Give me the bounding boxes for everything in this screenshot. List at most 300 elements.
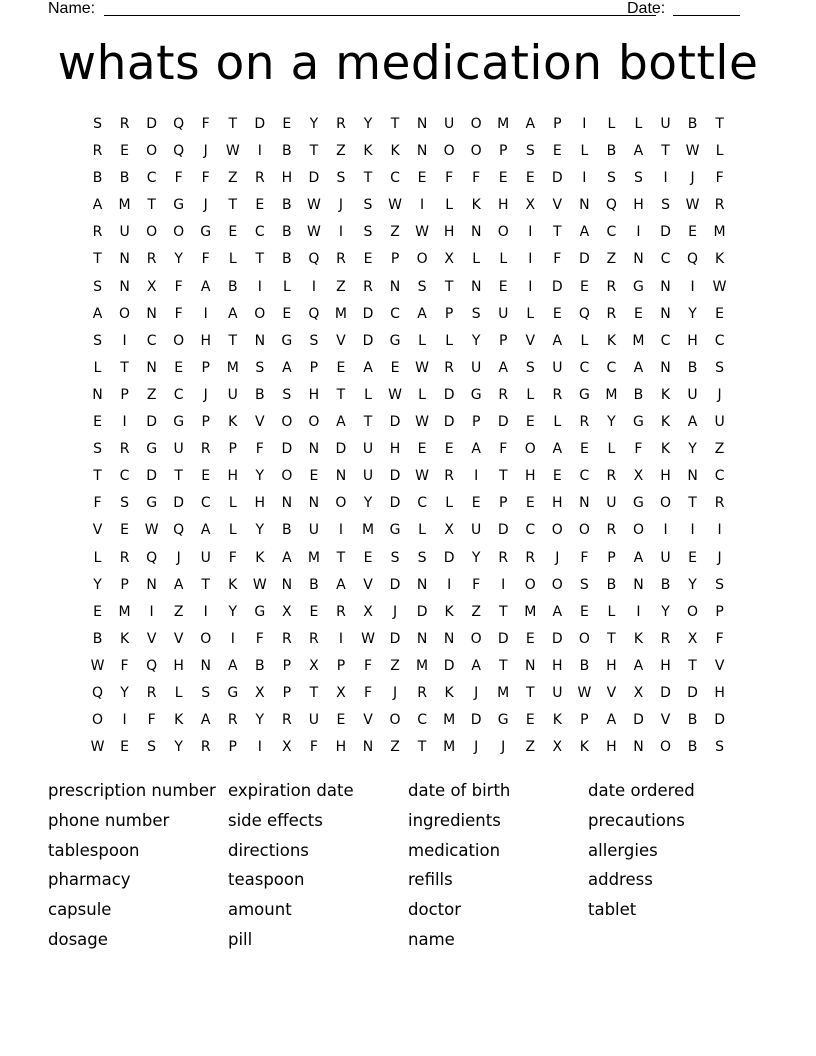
grid-letter: T	[174, 468, 183, 485]
grid-letter: S	[417, 549, 427, 566]
grid-letter: A	[92, 305, 103, 322]
grid-letter: W	[577, 684, 592, 701]
grid-letter: Z	[390, 224, 400, 241]
grid-letter: Q	[173, 116, 185, 132]
grid-letter: D	[389, 576, 401, 593]
grid-letter: O	[470, 116, 482, 132]
grid-letter: I	[528, 224, 533, 241]
grid-letter: V	[92, 522, 103, 539]
word-list-item: tablet	[588, 900, 637, 920]
grid-letter: H	[389, 441, 401, 458]
grid-letter: O	[281, 468, 293, 485]
grid-letter: H	[660, 468, 671, 485]
grid-letter: N	[146, 359, 157, 376]
grid-letter: U	[660, 549, 671, 566]
word-list-item: prescription number	[48, 781, 216, 800]
grid-letter: F	[715, 170, 724, 187]
grid-letter: N	[660, 305, 671, 322]
grid-letter: I	[636, 224, 641, 241]
word-list-item: precautions	[588, 810, 685, 830]
grid-letter: R	[200, 739, 211, 756]
grid-letter: B	[687, 739, 698, 756]
grid-letter: A	[606, 712, 617, 729]
grid-letter: K	[228, 414, 238, 431]
grid-letter: T	[607, 630, 616, 647]
grid-letter: O	[92, 712, 104, 729]
grid-letter: E	[634, 305, 643, 322]
grid-letter: F	[255, 441, 264, 458]
grid-letter: X	[146, 278, 157, 295]
grid-letter: Q	[173, 143, 185, 160]
grid-letter: X	[309, 657, 319, 674]
grid-letter: A	[552, 441, 563, 458]
grid-letter: P	[201, 414, 210, 431]
grid-letter: Y	[309, 116, 319, 132]
grid-letter: C	[417, 712, 427, 729]
grid-letter: W	[306, 224, 321, 241]
grid-letter: X	[282, 603, 292, 620]
grid-letter: E	[688, 549, 697, 566]
grid-letter: T	[147, 197, 156, 214]
grid-letter: C	[417, 495, 427, 512]
grid-letter: X	[363, 603, 373, 620]
grid-letter: G	[227, 684, 239, 701]
grid-letter: D	[551, 170, 563, 187]
grid-letter: G	[389, 332, 401, 349]
grid-letter: Z	[471, 603, 481, 620]
grid-letter: F	[201, 251, 210, 268]
grid-letter: F	[309, 739, 318, 756]
grid-letter: X	[282, 739, 292, 756]
grid-letter: U	[552, 359, 563, 376]
grid-letter: K	[660, 386, 671, 403]
grid-letter: L	[228, 522, 237, 539]
grid-letter: W	[712, 278, 727, 295]
grid-letter: N	[254, 332, 266, 349]
grid-letter: E	[498, 278, 508, 295]
grid-letter: T	[336, 386, 346, 403]
grid-letter: O	[416, 251, 428, 268]
grid-letter: N	[525, 657, 536, 674]
grid-letter: N	[687, 468, 698, 485]
grid-letter: A	[336, 414, 346, 431]
grid-letter: B	[660, 576, 671, 593]
grid-letter: Y	[174, 739, 183, 756]
grid-letter: O	[281, 414, 293, 431]
grid-letter: N	[146, 576, 157, 593]
grid-letter: U	[498, 305, 509, 322]
grid-letter: F	[472, 170, 481, 187]
grid-letter: K	[633, 630, 644, 647]
grid-letter: B	[606, 143, 617, 160]
grid-letter: C	[254, 224, 265, 241]
grid-letter: U	[308, 522, 320, 539]
grid-letter: A	[417, 305, 427, 322]
grid-letter: T	[336, 549, 346, 566]
grid-letter: D	[497, 522, 509, 539]
grid-letter: Q	[308, 305, 320, 322]
grid-letter: E	[336, 712, 346, 729]
grid-letter: C	[660, 332, 671, 349]
grid-letter: I	[582, 116, 587, 132]
grid-letter: O	[443, 143, 455, 160]
grid-letter: I	[338, 522, 344, 539]
grid-letter: S	[390, 549, 400, 566]
name-label: Name:	[48, 0, 96, 17]
grid-letter: Y	[688, 441, 697, 458]
word-list-item: refills	[408, 870, 453, 890]
grid-letter: R	[498, 386, 509, 403]
grid-letter: D	[362, 305, 374, 322]
grid-letter: T	[93, 251, 102, 268]
grid-letter: R	[281, 712, 292, 729]
grid-letter: R	[714, 495, 725, 512]
grid-letter: L	[607, 603, 616, 620]
grid-letter: B	[282, 251, 292, 268]
grid-letter: E	[552, 305, 562, 322]
grid-letter: A	[552, 603, 563, 620]
grid-letter: D	[497, 414, 509, 431]
grid-letter: Y	[255, 468, 265, 485]
grid-letter: Z	[336, 143, 346, 160]
grid-letter: M	[361, 522, 375, 539]
grid-letter: Z	[390, 657, 400, 674]
grid-letter: D	[578, 251, 590, 268]
grid-letter: R	[336, 251, 346, 268]
grid-letter: B	[579, 657, 590, 674]
grid-letter: I	[122, 332, 127, 349]
word-list-item: date ordered	[588, 781, 695, 800]
grid-letter: N	[119, 251, 130, 268]
grid-letter: Y	[471, 332, 481, 349]
grid-letter: N	[633, 251, 644, 268]
grid-letter: K	[174, 712, 184, 729]
grid-letter: E	[552, 468, 562, 485]
grid-letter: D	[443, 414, 455, 431]
grid-letter: I	[257, 278, 262, 295]
grid-letter: M	[416, 657, 429, 674]
grid-letter: R	[417, 684, 427, 701]
grid-letter: H	[525, 468, 536, 485]
grid-letter: R	[146, 251, 157, 268]
grid-letter: V	[146, 630, 157, 647]
grid-letter: M	[632, 332, 645, 349]
grid-letter: O	[146, 224, 158, 241]
grid-letter: P	[444, 305, 454, 322]
grid-letter: S	[282, 386, 292, 403]
grid-letter: D	[443, 386, 455, 403]
grid-letter: A	[200, 278, 211, 295]
grid-letter: X	[552, 739, 563, 756]
grid-letter: E	[525, 414, 535, 431]
grid-letter: L	[445, 495, 454, 512]
grid-letter: I	[203, 305, 208, 322]
grid-letter: B	[92, 630, 103, 647]
grid-letter: G	[497, 712, 509, 729]
word-list-item: amount	[228, 900, 292, 920]
grid-letter: D	[146, 468, 157, 485]
grid-letter: D	[443, 549, 455, 566]
grid-letter: U	[471, 522, 482, 539]
grid-letter: F	[120, 657, 129, 674]
grid-letter: C	[146, 170, 157, 187]
grid-letter: E	[525, 712, 535, 729]
grid-letter: G	[470, 386, 482, 403]
grid-letter: W	[415, 468, 429, 485]
grid-letter: L	[553, 414, 562, 431]
grid-letter: F	[445, 170, 454, 187]
grid-letter: Y	[661, 603, 670, 620]
grid-letter: M	[605, 386, 618, 403]
grid-letter: Q	[308, 251, 320, 268]
word-list-item: phone number	[48, 810, 170, 830]
grid-letter: U	[173, 441, 184, 458]
word-list-item: teaspoon	[228, 870, 305, 890]
grid-letter: H	[254, 495, 266, 512]
word-list-item: ingredients	[408, 810, 501, 830]
grid-letter: O	[659, 739, 672, 756]
grid-letter: F	[634, 441, 643, 458]
grid-letter: D	[254, 116, 266, 132]
grid-letter: A	[471, 657, 481, 674]
grid-letter: E	[363, 549, 373, 566]
grid-letter: F	[580, 549, 589, 566]
grid-letter: H	[714, 684, 725, 701]
grid-letter: W	[415, 224, 429, 241]
grid-letter: R	[119, 549, 130, 566]
grid-letter: W	[361, 630, 375, 647]
grid-letter: L	[282, 278, 291, 295]
grid-letter: I	[663, 522, 668, 539]
grid-letter: E	[120, 143, 129, 160]
grid-letter: E	[309, 603, 319, 620]
grid-letter: F	[553, 251, 562, 268]
grid-letter: A	[687, 414, 698, 431]
grid-letter: R	[281, 630, 292, 647]
word-list-item: allergies	[588, 840, 658, 860]
word-list-item: pharmacy	[48, 870, 131, 890]
grid-letter: T	[525, 684, 535, 701]
grid-letter: Q	[173, 522, 185, 539]
grid-letter: A	[633, 549, 644, 566]
grid-letter: E	[525, 630, 535, 647]
grid-letter: N	[416, 630, 428, 647]
grid-letter: W	[252, 576, 267, 593]
grid-letter: G	[200, 224, 212, 241]
grid-letter: I	[636, 603, 641, 620]
grid-letter: J	[203, 197, 208, 214]
grid-letter: O	[470, 630, 482, 647]
grid-letter: K	[606, 332, 616, 349]
grid-letter: N	[416, 143, 428, 160]
grid-letter: Y	[174, 251, 183, 268]
grid-letter: Q	[146, 549, 158, 566]
grid-letter: T	[390, 116, 400, 132]
grid-letter: D	[281, 441, 293, 458]
grid-letter: I	[420, 197, 425, 214]
grid-letter: O	[389, 712, 401, 729]
grid-letter: L	[580, 143, 589, 160]
grid-letter: I	[122, 414, 127, 431]
grid-letter: K	[444, 684, 454, 701]
grid-letter: I	[528, 251, 533, 268]
date-blank-line	[673, 15, 740, 16]
grid-letter: O	[524, 576, 536, 593]
grid-letter: G	[281, 332, 293, 349]
grid-letter: D	[308, 170, 320, 187]
grid-letter: Q	[687, 251, 699, 268]
grid-letter: C	[390, 305, 400, 322]
grid-letter: H	[552, 657, 563, 674]
grid-letter: U	[119, 224, 130, 241]
grid-letter: I	[474, 468, 479, 485]
grid-letter: I	[122, 712, 127, 729]
grid-letter: W	[415, 359, 429, 376]
grid-letter: T	[661, 143, 670, 160]
grid-letter: Z	[714, 441, 725, 458]
grid-letter: P	[309, 359, 319, 376]
grid-letter: A	[227, 657, 238, 674]
grid-letter: E	[93, 603, 102, 620]
grid-letter: D	[362, 332, 374, 349]
grid-letter: L	[580, 332, 589, 349]
grid-letter: W	[685, 143, 700, 160]
grid-letter: M	[497, 116, 510, 132]
grid-letter: W	[388, 386, 402, 403]
grid-letter: Y	[688, 576, 697, 593]
grid-letter: P	[282, 657, 292, 674]
grid-letter: R	[444, 468, 454, 485]
grid-letter: C	[579, 468, 590, 485]
grid-letter: R	[254, 170, 265, 187]
grid-letter: S	[93, 116, 102, 132]
grid-letter: U	[362, 468, 374, 485]
word-list-item: doctor	[408, 900, 461, 920]
grid-letter: T	[309, 684, 319, 701]
grid-letter: F	[499, 441, 508, 458]
grid-letter: C	[714, 332, 725, 349]
grid-letter: S	[525, 143, 535, 160]
grid-letter: W	[685, 197, 700, 214]
grid-letter: V	[255, 414, 265, 431]
grid-letter: B	[633, 386, 644, 403]
grid-letter: K	[390, 143, 400, 160]
grid-letter: L	[445, 197, 454, 214]
grid-letter: A	[498, 359, 509, 376]
grid-letter: I	[582, 170, 587, 187]
grid-letter: D	[389, 630, 401, 647]
grid-letter: J	[203, 386, 208, 403]
grid-letter: G	[146, 441, 158, 458]
grid-letter: A	[363, 359, 373, 376]
grid-letter: N	[416, 576, 428, 593]
grid-letter: H	[687, 332, 698, 349]
grid-letter: F	[147, 712, 156, 729]
grid-letter: C	[390, 170, 400, 187]
grid-letter: P	[390, 251, 400, 268]
grid-letter: H	[606, 739, 617, 756]
grid-letter: D	[660, 224, 671, 241]
grid-letter: F	[472, 576, 481, 593]
grid-letter: J	[717, 386, 722, 403]
grid-letter: O	[659, 495, 672, 512]
grid-letter: B	[119, 170, 130, 187]
grid-letter: L	[228, 495, 237, 512]
grid-letter: Q	[92, 684, 104, 701]
grid-letter: A	[336, 576, 346, 593]
grid-letter: N	[146, 305, 157, 322]
grid-letter: N	[660, 359, 671, 376]
grid-letter: S	[201, 684, 211, 701]
grid-letter: R	[579, 414, 590, 431]
grid-letter: N	[633, 576, 644, 593]
grid-letter: F	[201, 116, 210, 132]
grid-letter: I	[528, 278, 533, 295]
grid-letter: A	[92, 197, 103, 214]
grid-letter: N	[389, 278, 401, 295]
grid-letter: W	[90, 657, 105, 674]
grid-letter: H	[281, 170, 293, 187]
grid-letter: K	[552, 712, 562, 729]
grid-letter: J	[392, 684, 398, 701]
grid-letter: Q	[146, 657, 158, 674]
grid-letter: F	[255, 630, 264, 647]
grid-letter: S	[336, 170, 346, 187]
grid-letter: G	[633, 414, 644, 431]
grid-letter: H	[335, 739, 347, 756]
grid-letter: S	[579, 576, 589, 593]
grid-letter: F	[363, 684, 373, 701]
grid-letter: E	[390, 359, 400, 376]
grid-letter: C	[119, 468, 130, 485]
grid-letter: S	[93, 441, 102, 458]
grid-letter: E	[715, 305, 725, 322]
grid-letter: Y	[688, 305, 697, 322]
grid-letter: D	[470, 712, 482, 729]
grid-letter: A	[200, 712, 211, 729]
grid-letter: S	[634, 170, 643, 187]
grid-letter: C	[525, 522, 536, 539]
grid-letter: K	[579, 739, 589, 756]
grid-letter: T	[93, 468, 102, 485]
grid-letter: L	[715, 143, 724, 160]
grid-letter: L	[93, 359, 102, 376]
grid-letter: R	[227, 712, 238, 729]
grid-letter: W	[90, 739, 105, 756]
grid-letter: I	[257, 739, 262, 756]
grid-letter: N	[200, 657, 211, 674]
grid-letter: L	[93, 549, 102, 566]
grid-letter: H	[308, 386, 320, 403]
grid-letter: N	[335, 468, 347, 485]
grid-letter: Y	[471, 549, 481, 566]
grid-letter: E	[120, 739, 129, 756]
grid-letter: W	[415, 414, 429, 431]
grid-letter: R	[606, 278, 617, 295]
grid-letter: T	[688, 495, 697, 512]
grid-letter: P	[553, 116, 562, 132]
grid-letter: B	[309, 576, 319, 593]
grid-letter: K	[660, 414, 671, 431]
grid-letter: N	[308, 495, 320, 512]
grid-letter: P	[471, 414, 481, 431]
grid-letter: F	[228, 549, 237, 566]
grid-letter: L	[499, 251, 508, 268]
name-blank-line	[104, 15, 656, 16]
grid-letter: X	[687, 630, 698, 647]
grid-letter: V	[363, 712, 373, 729]
grid-letter: T	[201, 576, 210, 593]
